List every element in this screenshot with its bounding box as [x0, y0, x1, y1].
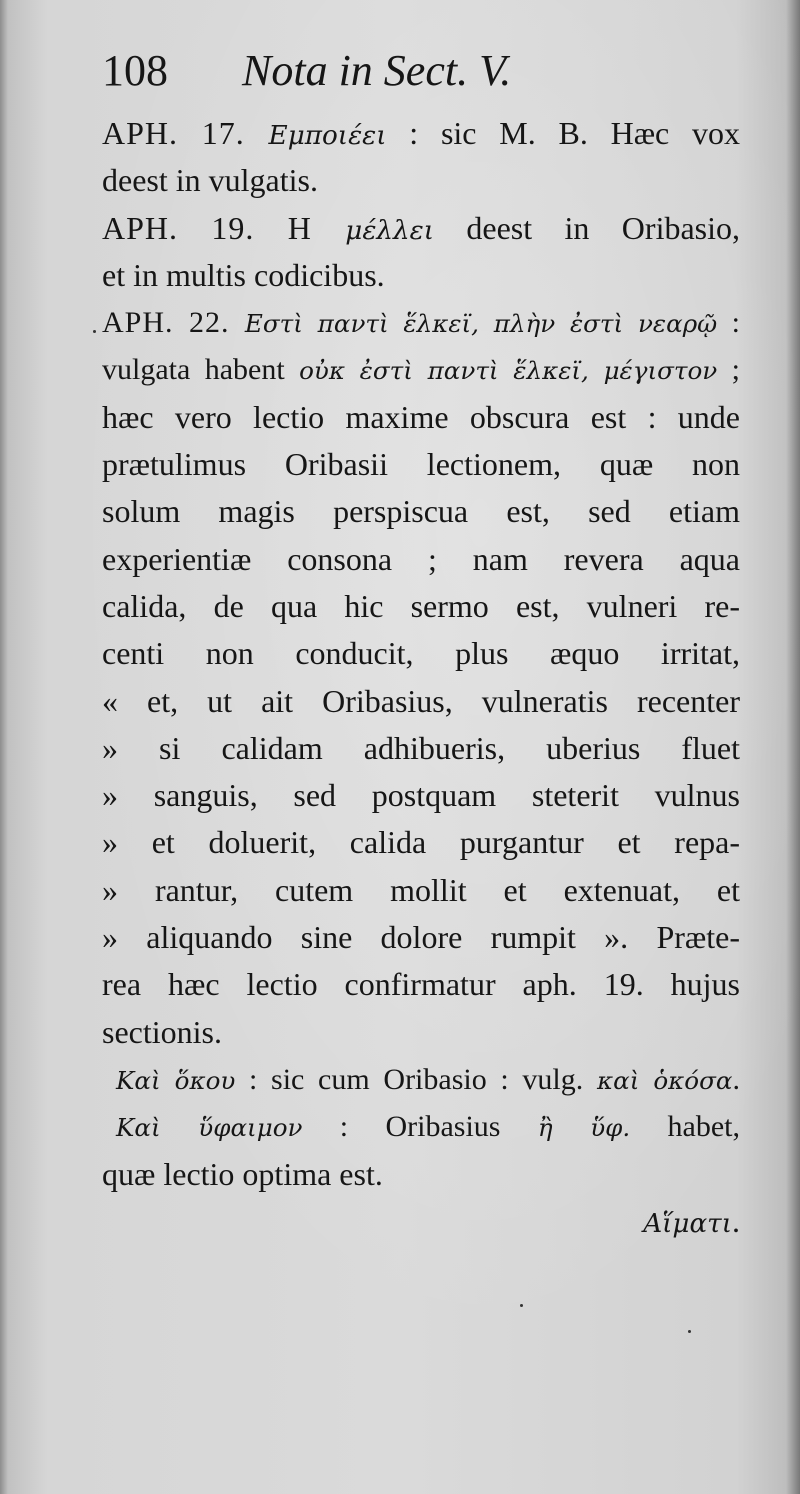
aphorism-label: APH. 19. H	[102, 209, 346, 246]
text-line	[102, 583, 740, 630]
greek-word: μέλλει	[345, 215, 435, 246]
text-line	[102, 772, 740, 819]
greek-phrase: οὐκ ἐστὶ παντὶ ἕλκεϊ, μέγιστον	[299, 356, 718, 386]
text-line	[102, 157, 740, 204]
text-line	[102, 819, 740, 866]
line-text: quæ lectio optima est.	[102, 1155, 383, 1192]
greek-phrase: Εστὶ παντὶ ἕλκεϊ, πλὴν ἐστὶ νεαρῷ	[244, 309, 718, 339]
line-text: » rantur, cutem mollit et extenuat, et	[102, 871, 740, 908]
catchword	[102, 1198, 740, 1245]
line-text: prætulimus Oribasii lectionem, quæ non	[102, 446, 740, 483]
paper-speck	[520, 1304, 523, 1307]
page-edge-shadow	[786, 0, 800, 1494]
line-text: hæc vero lectio maxime obscura est : unde	[102, 398, 740, 435]
text-line	[102, 1009, 740, 1056]
line-text: deest in vulgatis.	[102, 162, 318, 199]
line-text: et in multis codicibus.	[102, 256, 385, 293]
running-title: Nota in Sect. V.	[242, 46, 512, 95]
text-line	[102, 252, 740, 299]
text-line	[102, 346, 740, 393]
line-text: : sic M. B. Hæc vox	[386, 115, 740, 151]
text-line	[102, 1103, 740, 1150]
text-line	[102, 205, 740, 252]
text-line	[102, 299, 740, 346]
line-text: : Oribasius	[302, 1110, 538, 1144]
greek-phrase: ἢ ὕφ.	[537, 1113, 631, 1143]
greek-catchword: Αἵματι	[643, 1208, 732, 1239]
line-text: : sic cum Oribasio : vulg.	[235, 1062, 597, 1096]
text-line	[102, 441, 740, 488]
page-number: 108	[102, 46, 168, 95]
line-text: :	[717, 306, 740, 340]
line-text: calida, de qua hic sermo est, vulneri re-	[102, 587, 740, 624]
greek-word: Εμποιέει	[268, 121, 387, 151]
running-header	[102, 38, 740, 110]
aphorism-label: APH. 17.	[102, 115, 269, 151]
greek-phrase: καὶ ὁκόσα	[596, 1065, 733, 1095]
aphorism-label: APH. 22.	[102, 306, 245, 340]
paper-speck	[93, 330, 96, 333]
text-line	[102, 725, 740, 772]
line-text: centi non conducit, plus æquo irritat,	[102, 635, 740, 672]
text-line	[102, 110, 740, 157]
line-text: deest in Oribasio,	[434, 209, 740, 246]
line-text: .	[732, 1202, 740, 1239]
line-text: » sanguis, sed postquam steterit vulnus	[102, 777, 740, 814]
greek-lemma: Καὶ ὕφαιμον	[116, 1113, 303, 1143]
text-line	[102, 630, 740, 677]
line-text: solum magis perspiscua est, sed etiam	[102, 493, 740, 530]
page-text-block	[102, 38, 740, 1245]
line-text: vulgata habent	[102, 353, 300, 387]
line-text: .	[732, 1062, 740, 1096]
line-text: » et doluerit, calida purgantur et repa-	[102, 824, 740, 861]
line-text: rea hæc lectio confirmatur aph. 19. hujus	[102, 966, 740, 1003]
line-text: habet,	[630, 1110, 740, 1144]
line-text: sectionis.	[102, 1013, 222, 1050]
paper-speck	[688, 1330, 691, 1333]
line-text: » aliquando sine dolore rumpit ». Præte-	[102, 919, 740, 956]
text-line	[102, 394, 740, 441]
text-line	[102, 867, 740, 914]
line-text: « et, ut ait Oribasius, vulneratis recenter	[102, 682, 740, 719]
text-line	[102, 914, 740, 961]
greek-lemma: Καὶ ὅκου	[116, 1065, 236, 1095]
text-line	[102, 961, 740, 1008]
line-text: experientiæ consona ; nam revera aqua	[102, 540, 740, 577]
line-text: » si calidam adhibueris, uberius fluet	[102, 729, 740, 766]
text-line	[102, 1056, 740, 1103]
page-gutter-shadow	[0, 0, 8, 1494]
text-line	[102, 488, 740, 535]
text-line	[102, 536, 740, 583]
line-text: ;	[717, 353, 740, 387]
text-line	[102, 678, 740, 725]
text-line	[102, 1151, 740, 1198]
